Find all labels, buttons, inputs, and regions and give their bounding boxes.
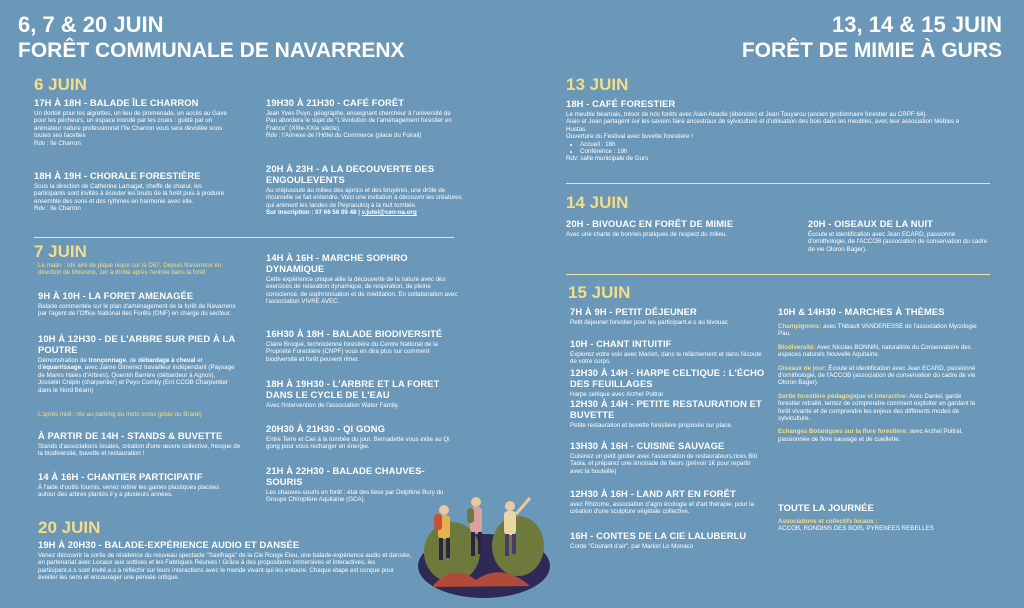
divider [566,183,990,184]
day-6-label: 6 JUIN [34,75,87,94]
event-arbre-cycle-eau [266,378,461,409]
day-14-label: 14 JUIN [566,193,629,212]
assoc-label: Associations et collectifs locaux : [778,518,878,525]
event-oiseaux-nuit [808,218,993,253]
event-desc: Un dortoir pour les aigrettes, un lieu de promenade, un accès au Gave pour les pêcheurs, un espace inondé par les crues : guidé par un animateur nature professionnel l'île Charron vous sera dévoilée sous toutes ses facettes [34,110,227,140]
event-desc: Entre Terre et Ciel à la tombée du jour, Bernadette vous initie au Qi gong pour vous recharger en énergie. [266,436,450,451]
signup-phone[interactable]: 07 66 56 09 48 [315,209,357,217]
event-title: 14 À 16H - CHANTIER PARTICIPATIF [38,471,203,482]
event-desc: Balade commentée sur le plan d'aménagement de la forêt de Navarrenx par l'agent de l'Office National des Forêts (ONF) en charge du secteur. [38,303,236,318]
event-desc: À l'aide d'outils fournis, venez retirer les gaines plastiques placées autour des arbres plantés il y a plusieurs années. [38,484,220,499]
event-rdv: Rdv : île Charron [34,205,81,213]
event-rdv: Rdv : l'Annexe de l'Hôtel du Commerce (place du Foirail) [266,132,422,140]
event-rdv: Rdv: salle municipale de Gurs [566,155,649,163]
event-rdv: Rdv : île Charron [34,139,81,147]
list-item: • Accueil : 18h [580,141,966,148]
right-header-place: FORÊT DE MIMIE À GURS [741,39,1002,62]
left-header-dates: 6, 7 & 20 JUIN [18,12,164,37]
event-stands-buvette [38,430,243,458]
right-header-dates: 13, 14 & 15 JUIN [832,12,1002,37]
event-balade-audio-dansee [38,539,413,582]
theme-label: Oiseaux de jour: [778,364,827,372]
event-desc: Le meuble béarnais, trésor de nos forêts avec Alain Abadie (ébéniste) et Jean Touyarou (ancien gestionnaire forestier au CRPF 64). [566,111,928,118]
assoc-text: ACCOB, RONDINS DES BOIS, PYRENEES REBELLES [778,525,934,533]
event-chorale-forestiere [34,170,234,213]
signup-label: Sur inscription : [266,209,316,217]
event-desc: Jean Yves Puyo, géographe, enseignant chercheur à l'université de Pau abordera le sujet de "L'évolution de l'aménagement forestier en France" (XIIIe-XXIe siècle). [266,110,452,132]
event-desc: Petite restauration et buvette forestière proposée sur place. [570,422,733,429]
theme-label: Champignons: [778,323,822,330]
event-title: 20H - OISEAUX DE LA NUIT [808,218,933,229]
event-contes [570,530,770,550]
day-15-label: 15 JUIN [568,283,631,302]
event-toute-la-journee [778,502,978,533]
event-title: 16H30 À 18H - BALADE BIODIVERSITÉ [266,328,443,339]
event-desc: Sous la direction de Catherine Lamagat, cheffe de chœur, les participants sont invités à écouter les bruits de la forêt puis à produire ensemble des sons et des rythmes en harmonie avec elle. [34,183,225,205]
event-title: 20H - BIVOUAC EN FORÊT DE MIMIE [566,218,734,229]
event-title: 12H30 À 16H - LAND ART EN FORÊT [570,488,736,499]
theme-label: Sortie forestière pédagogique et interactive: [778,392,908,400]
event-title: 18H À 19H30 - L'ARBRE ET LA FORET DANS LE CYCLE DE L'EAU [266,378,440,400]
event-desc: Claire Broqué, technicienne forestière du Centre National de la Propriété Forestière (CNPF) vous en dira plus sur comment biodiversité et forêt peuvent rimer. [266,341,438,363]
event-desc: Démonstration de [38,357,89,364]
theme-label: Echanges Botaniques sur la flore forestière: [778,428,908,436]
event-foret-amenagee [38,290,238,318]
event-title: 10H & 14H30 - MARCHES À THÈMES [778,306,945,317]
event-desc: Ouverture du Festival avec buvette forestière ! [566,133,693,141]
day-20-label: 20 JUIN [38,518,101,537]
event-desc: Avec l'intervention de l'association Water Family. [266,402,399,409]
event-title: 10H À 12H30 - DE L'ARBRE SUR PIED À LA POUTRE [38,333,235,355]
event-chant-intuitif [570,338,765,366]
event-title: 17H À 18H - BALADE ÎLE CHARRON [34,97,199,108]
event-chantier-participatif [38,471,238,499]
event-title: 16H - CONTES DE LA CIE LALUBERLU [570,530,747,541]
event-cafe-foret [266,97,456,140]
event-desc: Écoute et identification avec Jean ECARD, passionné d'ornithologie, de l'ACCOB (association de conservation du cadre de vie Oloron Bager). [808,231,988,253]
event-engoulevents: 20H À 23H - A LA DECOUVERTE DES ENGOULEVENTS Au crépuscule au milieu des ajoncs et des bruyères, une drôle de ritournelle se fait entendre. Voici une invitation à découvrir les créatures qui animent les landes de Peyraoutcq à la nuit tombée. Sur inscription : 07 66 56 09 48 | v.jutel@cen-na.org [266,163,466,217]
event-title: 14H À 16H - MARCHE SOPHRO DYNAMIQUE [266,252,408,274]
hikers-illustration-icon [412,492,552,600]
event-land-art [570,488,765,516]
event-title: TOUTE LA JOURNÉE [778,502,874,513]
day-7-label: 7 JUIN [34,242,87,261]
event-title: 18H À 19H - CHORALE FORESTIÈRE [34,170,201,181]
event-title: 19H30 À 21H30 - CAFÉ FORÊT [266,97,405,108]
event-petit-dejeuner [570,306,760,326]
left-header-place: FORÊT COMMUNALE DE NAVARRENX [18,39,405,62]
event-cuisine-sauvage [570,440,765,475]
event-title: 21H À 22H30 - BALADE CHAUVES-SOURIS [266,465,425,487]
event-balade-ile-charron [34,97,234,147]
event-desc: , de [126,357,139,364]
event-title: 18H - CAFÉ FORESTIER [566,98,676,109]
theme-text: Avec Daniel, garde forestier retraité, tentez de comprendre comment exploiter en gardant la forêt vivante et de comprendre les enjeux des différents modes de sylviculture. [778,392,976,423]
event-desc: Les chauves-souris en forêt : état des lieux par Delphine Bury du Groupe Chiroptère Aquitaine (GCA). [266,489,444,504]
event-desc: , avec Jaime Gimenez travailleur indépendant (Paysage de Mares Hales d'Arbres), Quentin Barrère (débardeur à Agnos), Josselin Crépin (charpentier) et Peyo Comby (Ent CCOB Charpentier dans le Nord Béarn) [38,364,235,394]
signup-email[interactable]: v.jutel@cen-na.org [361,209,417,217]
event-title: 10H - CHANT INTUITIF [570,338,672,349]
event-desc: Avec une charte de bonnes pratiques de respect du milieu. [566,231,728,238]
event-title: 12H30 À 14H - PETITE RESTAURATION ET BUVETTE [570,398,762,420]
event-title: 13H30 À 16H - CUISINE SAUVAGE [570,440,725,451]
event-title: 19H À 20H30 - BALADE-EXPÉRIENCE AUDIO ET DANSÉE [38,539,300,550]
event-desc-bold: débardage à cheval [138,357,196,364]
theme-text: avec Thibault VANDERESSE de l'association Mycologie Pau. [778,323,977,338]
list-item: • Conférence : 19h [580,148,966,155]
event-desc: Cette expérience unique allie la découverte de la nature avec des exercices de relaxation dynamique, de respiration, de pleine conscience, de sophronisation et de méditation. En collaboration avec l'association VIVRE AVEC. [266,276,458,306]
event-desc-bold: tronçonnage [88,357,127,364]
event-marche-sophro [266,252,461,306]
day-13-label: 13 JUIN [566,75,629,94]
event-title: 20H À 23H - A LA DECOUVERTE DES ENGOULEVENTS [266,163,435,185]
divider [34,237,454,238]
event-desc: Au crépuscule au milieu des ajoncs et des bruyères, une drôle de ritournelle se fait entendre. Voici une invitation à découvrir les créatures qui animent les landes de Peyraoutcq à la nuit tombée. [266,187,462,209]
event-bivouac [566,218,756,238]
event-desc: Venez découvrir la sortie de résidence du nouveau spectacle "Saxifraga" de la Cie Rouge Eleu, une balade-expérience audio et dansée, en partenariat avec Locaux aux sottises et les Fabriques Réunies ! Grâce à des propositions immersives et interactives, les participant.e.s sont invité.e.s à réfléchir sur leurs interactions avec le monde vivant qui les entoure. Chaque étape est conçue pour éveiller les sens et encourager une pensée critique. [38,552,412,582]
event-desc: Alain et Jean partagent sur les savoirs faire ancestraux de sylviculture et d'utilisation des bois dans les meubles, avec leur association Mèbles e Hustas. [566,118,960,133]
event-petite-restauration [570,398,770,429]
event-desc: et d' [38,357,203,372]
theme-label: Biodiversité: [778,343,816,351]
theme-text: Avec Nicolas BONNIN, naturaliste du Conservatoire des espaces naturels Nouvelle Aquitaine. [778,343,971,359]
event-desc: Explorez votre voix avec Marion, dans le relâchement et dans l'écoute de votre corps. [570,351,762,366]
afternoon-note: L'après midi : rdv au parking du moto cross (piste du Brané) [38,411,202,418]
event-title: À PARTIR DE 14H - STANDS & BUVETTE [38,430,223,441]
event-harpe-celtique [570,367,765,398]
event-desc: avec Rhizome, association d'agro écologie et d'art thérapie, pour la création d'une sculpture végétale collective. [570,501,754,516]
event-title: 12H30 À 14H - HARPE CELTIQUE : L'ÉCHO DES FEUILLAGES [570,367,765,389]
event-desc: Conte "Courant d'air", par Marion Lo Monaco [570,543,694,550]
event-marches-themes [778,306,978,443]
event-title: 7H À 9H - PETIT DÉJEUNER [570,306,697,317]
event-qi-gong [266,423,456,451]
event-desc: Stands d'associations locales, création d'une œuvre collective, fresque de la biodiversité, buvette et restauration ! [38,443,241,458]
event-desc: Petit déjeuner forestier pour les participant.e.s au bivouac [570,319,728,326]
event-balade-biodiversite [266,328,461,363]
morning-note: Le matin : rdv aire de pique nique sur la D67. Depuis Navarrenx en direction de Mourenx, 1er à droite après l'entrée dans la forêt [38,262,222,277]
event-desc-bold: équarrissage [42,364,82,372]
event-arbre-poutre [38,333,238,394]
event-title: 20H30 À 21H30 - QI GONG [266,423,386,434]
event-title: 9H À 10H - LA FORET AMENAGÉE [38,290,194,301]
divider [566,274,990,275]
theme-text: avec Arzhel Poitral, passionnée de flore sauvage et de cueillette. [778,428,963,443]
event-desc: Harpe celtique avec Arzhel Poitral [570,391,663,398]
event-cafe-forestier [566,98,966,163]
event-desc: Cuisinez un petit goûter avec l'association de restaurateurs.rices Blû Taola, et préparez une limonade de fleurs (prévoir 1€ pour repartir avec la bouteille) [570,453,758,475]
theme-text: Écoute et identification avec Jean ECARD, passionné d'ornithologie, de l'ACCOB (association de conservation du cadre de vie Oloron Bager). [778,364,976,387]
